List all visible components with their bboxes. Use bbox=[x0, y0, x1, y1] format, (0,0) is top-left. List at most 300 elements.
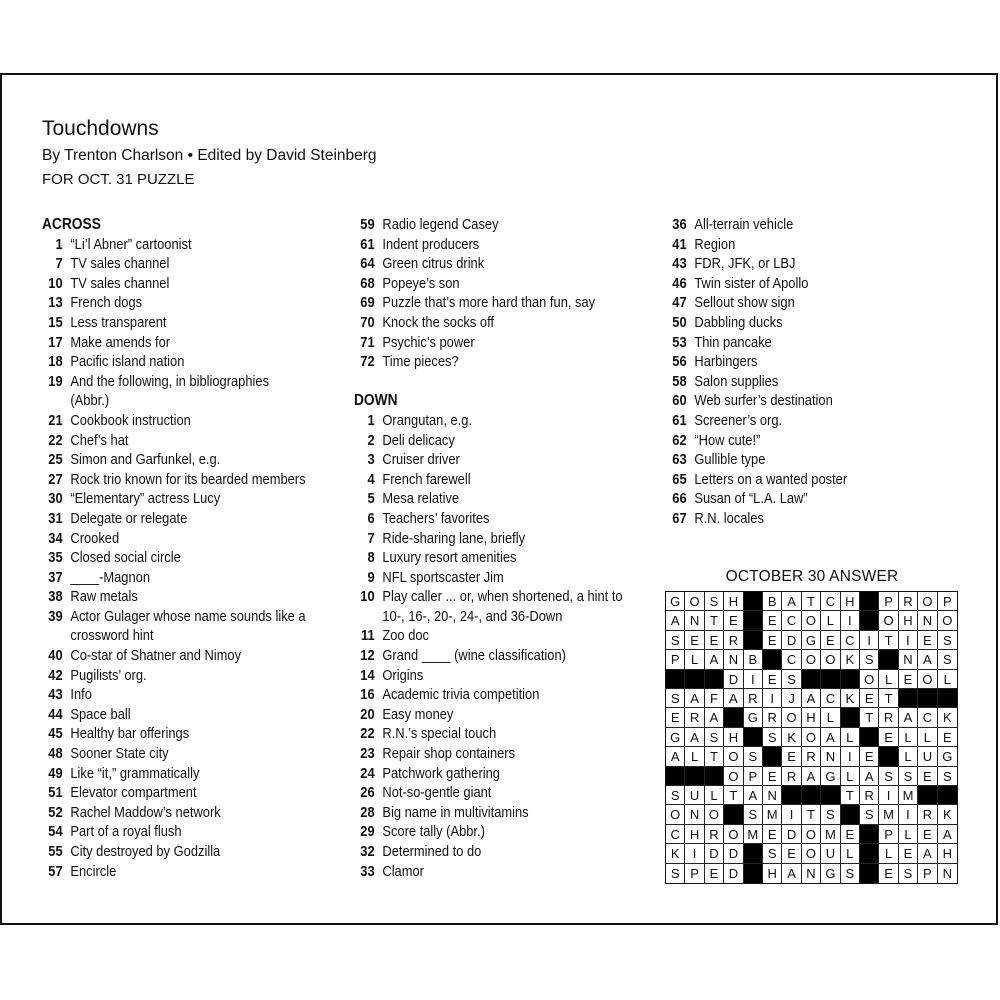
grid-letter-cell: T bbox=[705, 611, 724, 630]
grid-black-square bbox=[860, 864, 879, 883]
grid-letter-cell: E bbox=[899, 670, 918, 689]
clue-number: 32 bbox=[360, 843, 375, 860]
grid-letter-cell: N bbox=[685, 805, 704, 824]
grid-letter-cell: P bbox=[879, 592, 898, 611]
grid-letter-cell: O bbox=[918, 670, 937, 689]
grid-letter-cell: I bbox=[685, 844, 704, 863]
grid-black-square bbox=[744, 592, 763, 611]
grid-letter-cell: S bbox=[666, 864, 685, 883]
clue-item bbox=[42, 372, 326, 392]
clue-text: City destroyed by Godzilla bbox=[70, 843, 221, 860]
down-clue-list bbox=[354, 411, 651, 881]
clue-text: Make amends for bbox=[70, 333, 171, 351]
grid-letter-cell: I bbox=[879, 786, 898, 805]
across-header: ACROSS bbox=[42, 216, 101, 233]
grid-letter-cell: E bbox=[705, 631, 724, 650]
grid-letter-cell: C bbox=[666, 825, 685, 844]
grid-letter-cell: L bbox=[685, 650, 704, 669]
clue-text: Puzzle that’s more hard than fun, say bbox=[382, 294, 596, 312]
grid-letter-cell: E bbox=[705, 864, 724, 883]
grid-letter-cell: E bbox=[879, 864, 898, 883]
grid-letter-cell: N bbox=[685, 611, 704, 630]
grid-black-square bbox=[666, 670, 685, 689]
clue-text: Academic trivia competition bbox=[382, 686, 540, 704]
grid-letter-cell: R bbox=[744, 689, 763, 708]
grid-letter-cell: A bbox=[782, 864, 801, 883]
clue-text: Grand ____ (wine classification) bbox=[382, 647, 566, 665]
clue-text: TV sales channel bbox=[70, 274, 170, 292]
grid-letter-cell: S bbox=[938, 631, 957, 650]
clue-number: 22 bbox=[48, 431, 63, 449]
grid-letter-cell: L bbox=[879, 844, 898, 863]
clue-number: 7 bbox=[55, 255, 63, 273]
clue-item bbox=[42, 333, 326, 353]
clue-item bbox=[42, 470, 326, 490]
clue-number: 27 bbox=[48, 470, 63, 488]
grid-black-square bbox=[744, 611, 763, 630]
clue-number: 18 bbox=[48, 353, 63, 371]
grid-letter-cell: P bbox=[879, 825, 898, 844]
clue-item bbox=[354, 822, 651, 842]
clue-number: 53 bbox=[672, 333, 687, 351]
grid-letter-cell: E bbox=[763, 631, 782, 650]
grid-letter-cell: H bbox=[841, 592, 860, 611]
clue-number: 60 bbox=[672, 392, 687, 410]
grid-letter-cell: H bbox=[802, 708, 821, 727]
grid-letter-cell: L bbox=[841, 728, 860, 747]
clue-text: Harbingers bbox=[694, 353, 758, 371]
clue-item bbox=[42, 548, 326, 568]
clue-item bbox=[354, 215, 651, 235]
clue-number: 24 bbox=[360, 764, 375, 782]
grid-letter-cell: E bbox=[763, 767, 782, 786]
grid-letter-cell: C bbox=[821, 689, 840, 708]
clue-text: Mesa relative bbox=[382, 490, 460, 508]
grid-letter-cell: P bbox=[918, 864, 937, 883]
grid-letter-cell: R bbox=[860, 786, 879, 805]
grid-letter-cell: I bbox=[860, 631, 879, 650]
clue-text: Green citrus drink bbox=[382, 255, 485, 273]
grid-letter-cell: G bbox=[802, 631, 821, 650]
clue-item bbox=[354, 666, 651, 686]
clue-number: 20 bbox=[360, 705, 375, 723]
clue-text: Part of a royal flush bbox=[70, 823, 182, 841]
clue-item bbox=[354, 862, 651, 882]
clue-item bbox=[354, 235, 651, 255]
grid-letter-cell: E bbox=[938, 728, 957, 747]
clue-item bbox=[354, 607, 651, 627]
grid-letter-cell: A bbox=[666, 747, 685, 766]
grid-letter-cell: R bbox=[782, 767, 801, 786]
grid-letter-cell: I bbox=[841, 747, 860, 766]
clue-text: Less transparent bbox=[70, 313, 167, 331]
clue-text: NFL sportscaster Jim bbox=[382, 568, 504, 586]
grid-letter-cell: A bbox=[666, 611, 685, 630]
grid-letter-cell: B bbox=[763, 592, 782, 611]
grid-black-square bbox=[860, 825, 879, 844]
clue-text: Closed social circle bbox=[70, 549, 181, 567]
clue-number: 42 bbox=[48, 666, 63, 684]
grid-black-square bbox=[841, 805, 860, 824]
clue-number: 23 bbox=[360, 745, 375, 763]
clue-item bbox=[354, 587, 651, 607]
grid-black-square bbox=[724, 708, 743, 727]
grid-black-square bbox=[782, 786, 801, 805]
clue-text: Simon and Garfunkel, e.g. bbox=[70, 451, 221, 469]
clue-item bbox=[42, 685, 326, 705]
clue-number: 9 bbox=[367, 568, 375, 586]
clue-text: Sooner State city bbox=[70, 745, 169, 763]
clue-item bbox=[42, 666, 326, 686]
clue-number: 39 bbox=[48, 607, 63, 625]
clue-number: 3 bbox=[367, 451, 375, 469]
grid-letter-cell: N bbox=[763, 786, 782, 805]
clue-text: Sellout show sign bbox=[694, 294, 795, 312]
clue-text: R.N. locales bbox=[694, 509, 764, 527]
grid-black-square bbox=[763, 650, 782, 669]
clue-item bbox=[42, 352, 326, 372]
clue-number: 37 bbox=[48, 568, 63, 586]
puzzle-date-label: FOR OCT. 31 PUZZLE bbox=[42, 171, 195, 188]
grid-letter-cell: D bbox=[782, 825, 801, 844]
clue-number: 33 bbox=[360, 862, 375, 880]
clue-item bbox=[666, 509, 963, 529]
grid-letter-cell: A bbox=[938, 825, 957, 844]
grid-letter-cell: L bbox=[899, 747, 918, 766]
grid-letter-cell: O bbox=[821, 650, 840, 669]
clue-text: Pugilists’ org. bbox=[70, 666, 147, 684]
clue-number: 55 bbox=[48, 843, 63, 860]
grid-letter-cell: N bbox=[899, 650, 918, 669]
clue-item bbox=[666, 235, 963, 255]
grid-letter-cell: G bbox=[666, 728, 685, 747]
clue-number: 1 bbox=[55, 235, 63, 253]
clue-item bbox=[354, 764, 651, 784]
grid-letter-cell: S bbox=[899, 767, 918, 786]
grid-letter-cell: H bbox=[685, 825, 704, 844]
clue-text: “Elementary” actress Lucy bbox=[70, 490, 221, 508]
clue-number: 70 bbox=[360, 313, 375, 331]
grid-letter-cell: L bbox=[821, 708, 840, 727]
grid-letter-cell: O bbox=[685, 592, 704, 611]
grid-letter-cell: S bbox=[782, 670, 801, 689]
grid-letter-cell: R bbox=[705, 825, 724, 844]
grid-letter-cell: L bbox=[705, 786, 724, 805]
clue-number: 7 bbox=[367, 529, 375, 547]
grid-black-square bbox=[879, 650, 898, 669]
clue-text: 10-, 16-, 20-, 24-, and 36-Down bbox=[382, 607, 563, 625]
grid-letter-cell: L bbox=[879, 670, 898, 689]
grid-letter-cell: K bbox=[666, 844, 685, 863]
clue-text: Repair shop containers bbox=[382, 745, 516, 763]
clue-number: 46 bbox=[672, 274, 687, 292]
grid-black-square bbox=[802, 786, 821, 805]
grid-letter-cell: C bbox=[782, 611, 801, 630]
grid-letter-cell: D bbox=[782, 631, 801, 650]
grid-letter-cell: R bbox=[899, 592, 918, 611]
clue-number bbox=[42, 391, 63, 411]
clue-item bbox=[354, 724, 651, 744]
grid-letter-cell: J bbox=[782, 689, 801, 708]
clue-text: FDR, JFK, or LBJ bbox=[694, 255, 796, 273]
grid-letter-cell: A bbox=[705, 650, 724, 669]
grid-black-square bbox=[705, 670, 724, 689]
grid-letter-cell: A bbox=[782, 592, 801, 611]
clue-item bbox=[354, 431, 651, 451]
clue-number: 14 bbox=[360, 666, 375, 684]
clue-item bbox=[42, 391, 326, 411]
grid-letter-cell: O bbox=[705, 805, 724, 824]
grid-letter-cell: P bbox=[938, 592, 957, 611]
clue-item bbox=[42, 803, 326, 823]
grid-letter-cell: R bbox=[724, 631, 743, 650]
clue-number: 52 bbox=[48, 803, 63, 821]
clue-number: 15 bbox=[48, 313, 63, 331]
clue-item bbox=[666, 254, 963, 274]
clue-text: Space ball bbox=[70, 705, 131, 723]
clue-number: 71 bbox=[360, 333, 375, 351]
clue-item bbox=[354, 254, 651, 274]
clue-item bbox=[42, 509, 326, 529]
clue-number: 29 bbox=[360, 823, 375, 841]
clue-text: TV sales channel bbox=[70, 255, 170, 273]
grid-letter-cell: H bbox=[724, 592, 743, 611]
grid-letter-cell: T bbox=[705, 747, 724, 766]
clue-number: 63 bbox=[672, 451, 687, 469]
grid-black-square bbox=[860, 592, 879, 611]
clue-item bbox=[354, 293, 651, 313]
puzzle-title: Touchdowns bbox=[42, 117, 159, 140]
grid-letter-cell: S bbox=[666, 631, 685, 650]
grid-letter-cell: O bbox=[802, 728, 821, 747]
grid-letter-cell: O bbox=[724, 747, 743, 766]
grid-letter-cell: S bbox=[821, 805, 840, 824]
clue-item bbox=[42, 626, 326, 646]
grid-letter-cell: K bbox=[841, 689, 860, 708]
grid-letter-cell: A bbox=[685, 728, 704, 747]
grid-letter-cell: N bbox=[821, 747, 840, 766]
grid-black-square bbox=[685, 670, 704, 689]
clue-text: Cookbook instruction bbox=[70, 411, 191, 429]
grid-letter-cell: C bbox=[918, 708, 937, 727]
grid-letter-cell: H bbox=[763, 864, 782, 883]
clue-number: 72 bbox=[360, 353, 375, 371]
clue-text: Elevator compartment bbox=[70, 784, 197, 802]
clue-text: Letters on a wanted poster bbox=[694, 470, 848, 488]
grid-black-square bbox=[879, 747, 898, 766]
grid-letter-cell: S bbox=[879, 767, 898, 786]
grid-letter-cell: R bbox=[918, 805, 937, 824]
clue-number: 61 bbox=[360, 235, 375, 253]
grid-letter-cell: R bbox=[879, 708, 898, 727]
clue-text: Score tally (Abbr.) bbox=[382, 823, 485, 841]
clue-number: 1 bbox=[367, 411, 375, 429]
grid-letter-cell: K bbox=[841, 650, 860, 669]
grid-letter-cell: E bbox=[860, 747, 879, 766]
clue-number: 47 bbox=[672, 294, 687, 312]
grid-letter-cell: U bbox=[685, 786, 704, 805]
grid-letter-cell: O bbox=[860, 670, 879, 689]
clue-item bbox=[42, 705, 326, 725]
grid-letter-cell: T bbox=[802, 805, 821, 824]
clue-item bbox=[354, 274, 651, 294]
clue-item bbox=[666, 391, 963, 411]
clue-number: 56 bbox=[672, 353, 687, 371]
clue-number: 25 bbox=[48, 451, 63, 469]
grid-letter-cell: R bbox=[685, 708, 704, 727]
grid-letter-cell: L bbox=[841, 767, 860, 786]
clue-text: Gullible type bbox=[694, 451, 766, 469]
clue-number: 62 bbox=[672, 431, 687, 449]
grid-letter-cell: N bbox=[918, 611, 937, 630]
grid-letter-cell: D bbox=[724, 670, 743, 689]
grid-letter-cell: F bbox=[705, 689, 724, 708]
clue-text: (Abbr.) bbox=[70, 392, 110, 410]
clue-item bbox=[42, 744, 326, 764]
clue-text: R.N.’s special touch bbox=[382, 725, 497, 743]
clue-number: 10 bbox=[48, 274, 63, 292]
grid-letter-cell: E bbox=[782, 747, 801, 766]
clue-number: 45 bbox=[48, 725, 63, 743]
grid-letter-cell: O bbox=[666, 805, 685, 824]
clue-text: Healthy bar offerings bbox=[70, 725, 190, 743]
clue-number: 66 bbox=[672, 490, 687, 508]
grid-letter-cell: O bbox=[938, 611, 957, 630]
clue-number: 38 bbox=[48, 588, 63, 606]
clue-item bbox=[354, 568, 651, 588]
grid-letter-cell: I bbox=[899, 631, 918, 650]
grid-letter-cell: O bbox=[802, 844, 821, 863]
clue-text: Clamor bbox=[382, 862, 424, 880]
clue-text: French farewell bbox=[382, 470, 471, 488]
clue-text: Knock the socks off bbox=[382, 313, 495, 331]
clue-text: Raw metals bbox=[70, 588, 138, 606]
clue-number: 21 bbox=[48, 411, 63, 429]
grid-letter-cell: E bbox=[899, 844, 918, 863]
grid-black-square bbox=[666, 767, 685, 786]
clue-item bbox=[42, 607, 326, 627]
clue-text: Orangutan, e.g. bbox=[382, 411, 473, 429]
clue-text: Co-star of Shatner and Nimoy bbox=[70, 647, 242, 665]
grid-letter-cell: R bbox=[802, 747, 821, 766]
grid-letter-cell: C bbox=[782, 650, 801, 669]
clue-item bbox=[42, 724, 326, 744]
grid-black-square bbox=[705, 767, 724, 786]
clue-number: 69 bbox=[360, 294, 375, 312]
clue-text: Twin sister of Apollo bbox=[694, 274, 809, 292]
grid-letter-cell: T bbox=[879, 631, 898, 650]
clue-text: Susan of “L.A. Law” bbox=[694, 490, 808, 508]
clue-item bbox=[354, 783, 651, 803]
grid-letter-cell: O bbox=[724, 767, 743, 786]
grid-letter-cell: A bbox=[860, 767, 879, 786]
grid-letter-cell: E bbox=[918, 631, 937, 650]
grid-black-square bbox=[724, 805, 743, 824]
grid-letter-cell: A bbox=[744, 786, 763, 805]
clue-item bbox=[42, 293, 326, 313]
clue-number: 13 bbox=[48, 294, 63, 312]
grid-letter-cell: N bbox=[802, 864, 821, 883]
grid-letter-cell: E bbox=[918, 767, 937, 786]
clue-item bbox=[666, 470, 963, 490]
clue-number: 48 bbox=[48, 745, 63, 763]
grid-letter-cell: M bbox=[899, 786, 918, 805]
clue-text: French dogs bbox=[70, 294, 143, 312]
across-clue-list bbox=[42, 235, 326, 882]
grid-letter-cell: A bbox=[802, 767, 821, 786]
grid-letter-cell: S bbox=[744, 805, 763, 824]
grid-letter-cell: A bbox=[918, 650, 937, 669]
grid-letter-cell: S bbox=[705, 592, 724, 611]
grid-letter-cell: T bbox=[879, 689, 898, 708]
grid-letter-cell: I bbox=[763, 689, 782, 708]
grid-letter-cell: U bbox=[918, 747, 937, 766]
grid-letter-cell: I bbox=[841, 611, 860, 630]
clue-number: 35 bbox=[48, 549, 63, 567]
puzzle-byline: By Trenton Charlson • Edited by David Steinberg bbox=[42, 147, 377, 164]
clue-text: ____-Magnon bbox=[70, 568, 150, 586]
clue-item bbox=[42, 450, 326, 470]
clue-item bbox=[354, 333, 651, 353]
grid-letter-cell: L bbox=[899, 728, 918, 747]
grid-letter-cell: E bbox=[763, 611, 782, 630]
clue-text: Rachel Maddow’s network bbox=[70, 803, 221, 821]
clue-number: 50 bbox=[672, 313, 687, 331]
clue-item bbox=[354, 842, 651, 862]
clue-item bbox=[42, 764, 326, 784]
grid-letter-cell: G bbox=[938, 747, 957, 766]
clue-text: Luxury resort amenities bbox=[382, 549, 517, 567]
grid-letter-cell: U bbox=[821, 844, 840, 863]
clue-item bbox=[354, 411, 651, 431]
clue-text: Indent producers bbox=[382, 235, 480, 253]
clue-text: Patchwork gathering bbox=[382, 764, 500, 782]
clue-item bbox=[42, 568, 326, 588]
clue-text: Easy money bbox=[382, 705, 454, 723]
clue-item bbox=[666, 372, 963, 392]
grid-letter-cell: A bbox=[724, 689, 743, 708]
grid-letter-cell: L bbox=[899, 825, 918, 844]
grid-black-square bbox=[744, 631, 763, 650]
clue-text: Info bbox=[70, 686, 92, 704]
clue-number: 6 bbox=[367, 509, 375, 527]
grid-black-square bbox=[918, 786, 937, 805]
grid-letter-cell: E bbox=[685, 631, 704, 650]
clue-text: Actor Gulager whose name sounds like a bbox=[70, 607, 306, 625]
clue-number: 64 bbox=[360, 255, 375, 273]
grid-letter-cell: H bbox=[938, 844, 957, 863]
clue-item bbox=[42, 842, 326, 862]
grid-letter-cell: S bbox=[744, 747, 763, 766]
clue-number: 12 bbox=[360, 647, 375, 665]
clue-text: Chef’s hat bbox=[70, 431, 129, 449]
grid-letter-cell: E bbox=[879, 728, 898, 747]
clue-item bbox=[666, 293, 963, 313]
clue-number: 43 bbox=[672, 255, 687, 273]
grid-letter-cell: C bbox=[821, 592, 840, 611]
grid-letter-cell: H bbox=[724, 728, 743, 747]
grid-letter-cell: I bbox=[899, 805, 918, 824]
clue-text: Ride-sharing lane, briefly bbox=[382, 529, 526, 547]
clue-column-1 bbox=[42, 215, 326, 881]
clue-text: Determined to do bbox=[382, 843, 482, 860]
grid-letter-cell: P bbox=[666, 650, 685, 669]
clue-item bbox=[42, 254, 326, 274]
clue-item bbox=[354, 313, 651, 333]
answer-title: OCTOBER 30 ANSWER bbox=[725, 568, 899, 585]
grid-letter-cell: P bbox=[685, 864, 704, 883]
grid-letter-cell: O bbox=[879, 611, 898, 630]
